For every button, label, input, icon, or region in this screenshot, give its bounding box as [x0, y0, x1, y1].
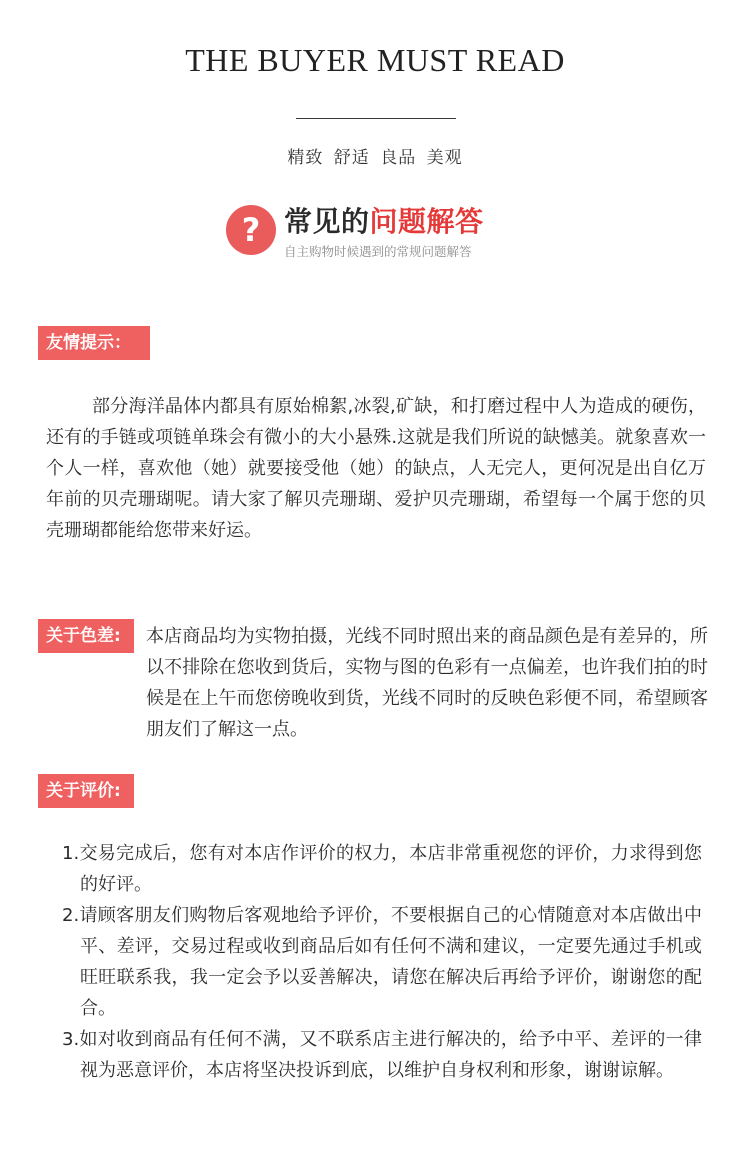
review-list	[62, 838, 702, 1086]
question-mark-icon: ?	[226, 205, 276, 255]
review-item: 1.交易完成后，您有对本店作评价的权力，本店非常重视您的评价，力求得到您的好评。	[62, 843, 702, 895]
faq-title-part1: 常见的	[284, 205, 370, 238]
review-item: 2.请顾客朋友们购物后客观地给予评价，不要根据自己的心情随意对本店做出中平、差评，交易过程或收到商品后如有任何不满和建议，一定要先通过手机或旺旺联系我，我一定会予以妥善解决，请您在解决后再给予评价，谢谢您的配合。	[62, 905, 702, 1019]
tip-text: 部分海洋晶体内都具有原始棉絮,冰裂,矿缺，和打磨过程中人为造成的硬伤，还有的手链或项链单珠会有微小的大小悬殊.这就是我们所说的缺憾美。就象喜欢一个人一样，喜欢他（她）就要接受他（她）的缺点，人无完人，更何况是出自亿万年前的贝壳珊瑚呢。请大家了解贝壳珊瑚、爱护贝壳珊瑚，希望每一个属于您的贝壳珊瑚都能给您带来好运。	[46, 396, 706, 541]
tagline: 精致 舒适 良品 美观	[287, 148, 463, 168]
color-diff-label: 关于色差:	[38, 619, 134, 653]
faq-title-part2: 问题解答	[369, 205, 484, 238]
faq-subtitle: 自主购物时候遇到的常规问题解答	[284, 244, 472, 259]
color-diff-text: 本店商品均为实物拍摄，光线不同时照出来的商品颜色是有差异的，所以不排除在您收到货后，实物与图的色彩有一点偏差，也许我们拍的时候是在上午而您傍晚收到货，光线不同时的反映色彩便不同，希望顾客朋友们了解这一点。	[146, 626, 708, 740]
page-title: THE BUYER MUST READ	[185, 42, 565, 78]
title-divider	[296, 118, 456, 119]
tip-label: 友情提示：	[38, 326, 150, 360]
faq-title	[284, 205, 484, 239]
review-label: 关于评价:	[38, 774, 134, 808]
review-item: 3.如对收到商品有任何不满，又不联系店主进行解决的，给予中平、差评的一律视为恶意评价，本店将坚决投诉到底，以维护自身权利和形象，谢谢谅解。	[62, 1029, 702, 1081]
